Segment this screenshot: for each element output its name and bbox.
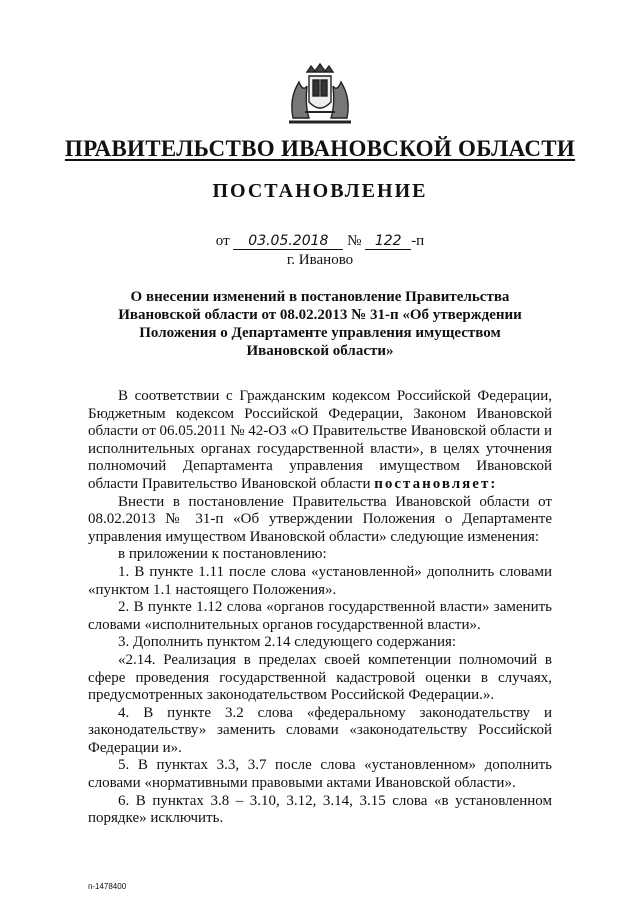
body-paragraph: 2. В пункте 1.12 слова «органов государственной власти» заменить словами «исполнительных органов государственной власти». bbox=[88, 599, 552, 633]
body-paragraph: 5. В пунктах 3.3, 3.7 после слова «установленном» дополнить словами «нормативными правовыми актами Ивановской области». bbox=[88, 757, 552, 792]
preamble-text: В соответствии с Гражданским кодексом Российской Федерации, Бюджетным кодексом Российской Федерации, Законом Ивановской области от 06.05.2011 № 42-ОЗ «О Правительстве Ивановской области и исполнительных органах государственной власти», в целях уточнения полномочий Департамента управления имуществом Ивановской области Правительство Ивановской области bbox=[88, 388, 552, 492]
subject-line: Положения о Департаменте управления имуществом bbox=[139, 325, 501, 341]
body-paragraph: 4. В пункте 3.2 слова «федеральному законодательству и законодательству» заменить словами «законодательству Российской Федерации и». bbox=[88, 704, 552, 756]
body-paragraph: 1. В пункте 1.11 после слова «установленной» дополнить словами «пунктом 1.1 настоящего Положения». bbox=[88, 563, 552, 598]
subject-line: Ивановской области от 08.02.2013 № 31-п «Об утверждении bbox=[118, 307, 522, 323]
organization-title bbox=[0, 136, 640, 162]
body-paragraph: 6. В пунктах 3.8 – 3.10, 3.12, 3.14, 3.15 слова «в установленном порядке» исключить. bbox=[88, 792, 552, 827]
from-label: от bbox=[215, 233, 230, 249]
document-subject bbox=[0, 288, 640, 360]
preamble-paragraph bbox=[88, 388, 552, 494]
document-body bbox=[88, 388, 552, 828]
document-number-line bbox=[0, 233, 640, 250]
document-number: 122 bbox=[365, 233, 411, 250]
number-suffix: -п bbox=[411, 233, 425, 249]
document-date: 03.05.2018 bbox=[233, 233, 343, 250]
body-paragraph: Внести в постановление Правительства Ивановской области от 08.02.2013 № 31-п «Об утверждении Положения о Департаменте управления имуществом Ивановской области» следующие изменения: bbox=[88, 493, 552, 545]
city: г. Иваново bbox=[286, 252, 354, 268]
body-paragraph: 3. Дополнить пунктом 2.14 следующего содержания: bbox=[118, 634, 457, 651]
body-paragraph: в приложении к постановлению: bbox=[118, 546, 327, 563]
decree-word: постановляет: bbox=[374, 475, 498, 492]
body-paragraph: «2.14. Реализация в пределах своей компетенции полномочий в сфере проведения государственной кадастровой оценки в случаях, предусмотренных законодательством Российской Федерации.». bbox=[88, 651, 552, 704]
coat-of-arms-icon bbox=[285, 62, 355, 126]
subject-line: О внесении изменений в постановление Правительства bbox=[130, 289, 510, 305]
footer-code: п-1478400 bbox=[88, 882, 127, 891]
subject-line: Ивановской области» bbox=[246, 343, 394, 359]
number-label: № bbox=[347, 233, 362, 249]
document-type: ПОСТАНОВЛЕНИЕ bbox=[212, 180, 428, 202]
organization-name: ПРАВИТЕЛЬСТВО ИВАНОВСКОЙ ОБЛАСТИ bbox=[64, 136, 576, 161]
